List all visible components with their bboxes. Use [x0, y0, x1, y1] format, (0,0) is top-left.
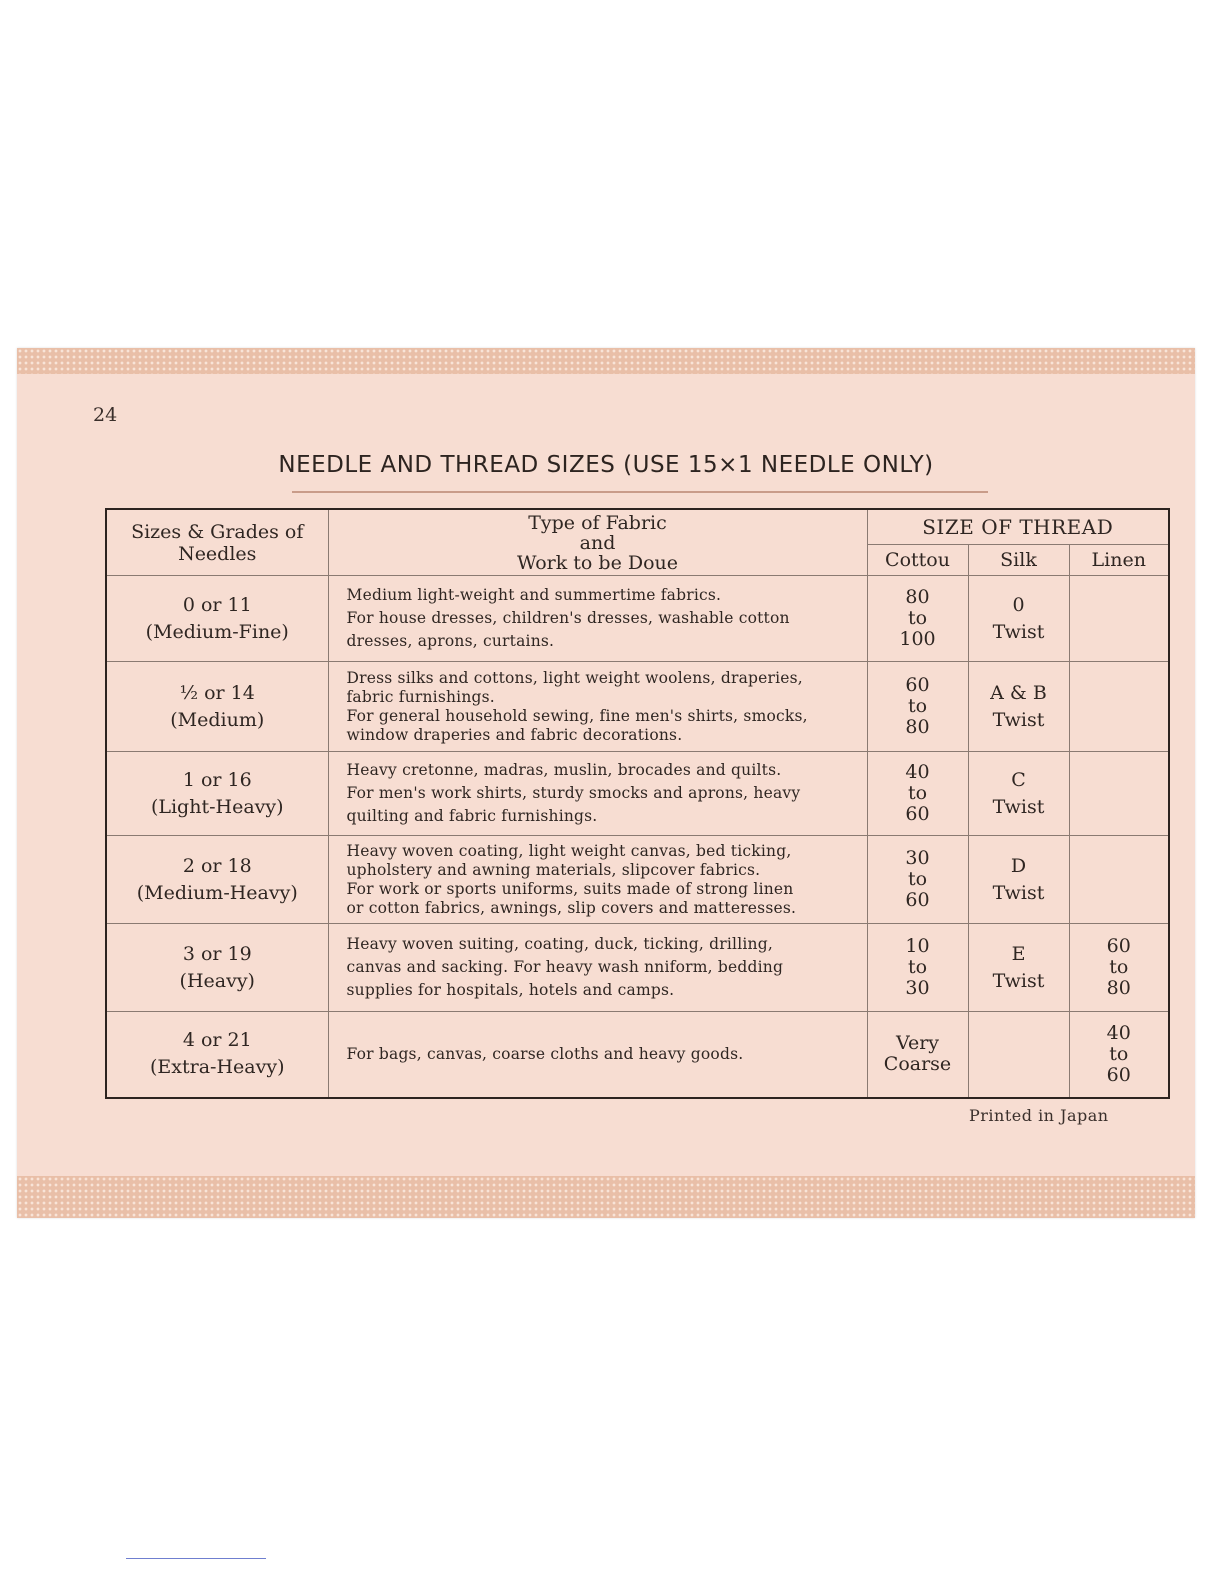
fabric-line: For house dresses, children's dresses, washable cotton: [346, 609, 790, 627]
cotton-value: 30: [905, 977, 930, 999]
needle-cell: [106, 662, 328, 752]
silk-value: Twist: [992, 620, 1045, 643]
cotton-value: Coarse: [883, 1053, 952, 1076]
cotton-value: 100: [899, 628, 936, 650]
cotton-value: to: [907, 956, 928, 978]
silk-value: C: [1011, 768, 1026, 791]
linen-cell: [1069, 836, 1169, 924]
needle-grade: (Extra-Heavy): [150, 1056, 285, 1079]
needle-size: 3 or 19: [182, 942, 252, 965]
silk-value: Twist: [992, 708, 1045, 731]
needle-cell: [106, 752, 328, 836]
fabric-line: Heavy cretonne, madras, muslin, brocades and quilts.: [346, 761, 782, 779]
fabric-cell: [328, 836, 867, 924]
header-needles-line1: Sizes & Grades of: [131, 520, 304, 543]
header-cotton: Cottou: [867, 545, 968, 576]
page-number: 24: [93, 404, 118, 426]
linen-value: 80: [1106, 977, 1131, 999]
needle-grade: (Medium-Heavy): [136, 881, 298, 904]
linen-cell: [1069, 662, 1169, 752]
header-size-of-thread: SIZE OF THREAD: [867, 509, 1169, 545]
cotton-value: 80: [905, 716, 930, 738]
needle-size: 2 or 18: [182, 854, 252, 877]
linen-value: 60: [1106, 1063, 1131, 1086]
fabric-line: window draperies and fabric decorations.: [346, 725, 683, 744]
cotton-value: 40: [905, 761, 930, 783]
fabric-line: For men's work shirts, sturdy smocks and aprons, heavy: [346, 784, 801, 802]
linen-value: to: [1109, 956, 1129, 978]
cotton-value: to: [907, 782, 928, 804]
fabric-line: Dress silks and cottons, light weight woolens, draperies,: [346, 668, 803, 687]
header-silk: Silk: [968, 545, 1069, 576]
table-row: [106, 576, 1169, 662]
cotton-cell: [867, 924, 968, 1012]
silk-value: A & B: [990, 681, 1047, 704]
cotton-value: to: [907, 695, 928, 717]
bottom-dotted-band: [17, 1176, 1195, 1218]
cotton-value: 10: [905, 935, 930, 957]
fabric-cell: [328, 1012, 867, 1098]
needle-cell: [106, 576, 328, 662]
header-row-1: [106, 509, 1169, 545]
header-fabric-line2: and: [579, 531, 616, 554]
fabric-line: For general household sewing, fine men's shirts, smocks,: [346, 706, 808, 725]
header-needles-line2: Needles: [178, 542, 257, 565]
cotton-value: 60: [905, 674, 930, 696]
needle-cell: [106, 836, 328, 924]
cotton-cell: [867, 836, 968, 924]
fabric-line: quilting and fabric furnishings.: [346, 807, 598, 825]
linen-value: to: [1109, 1042, 1129, 1065]
printed-in-japan: Printed in Japan: [969, 1106, 1109, 1125]
table-row: [106, 924, 1169, 1012]
page-title: NEEDLE AND THREAD SIZES (USE 15×1 NEEDLE ONLY): [278, 452, 934, 478]
manual-page: [17, 348, 1195, 1218]
cotton-cell: [867, 576, 968, 662]
fabric-line: For bags, canvas, coarse cloths and heavy goods.: [346, 1044, 744, 1063]
footer-link-line: [126, 1558, 266, 1559]
needle-size: 1 or 16: [182, 768, 252, 791]
fabric-line: Heavy woven coating, light weight canvas, bed ticking,: [346, 841, 792, 860]
linen-value: 60: [1106, 935, 1131, 957]
header-needles: [106, 509, 328, 576]
fabric-line: Medium light-weight and summertime fabrics.: [346, 586, 722, 604]
silk-value: 0: [1012, 593, 1025, 616]
needle-grade: (Heavy): [179, 969, 255, 992]
cotton-value: 80: [905, 586, 930, 608]
linen-cell: [1069, 924, 1169, 1012]
silk-value: D: [1010, 854, 1027, 877]
table-row: [106, 662, 1169, 752]
needle-size: 0 or 11: [182, 593, 252, 616]
needle-cell: [106, 924, 328, 1012]
table-row: [106, 1012, 1169, 1098]
cotton-value: 60: [905, 889, 930, 911]
needle-grade: (Medium-Fine): [145, 620, 289, 643]
cotton-cell: [867, 662, 968, 752]
silk-value: Twist: [992, 881, 1045, 904]
table-row: [106, 752, 1169, 836]
needle-size: 4 or 21: [182, 1029, 252, 1052]
fabric-line: upholstery and awning materials, slipcover fabrics.: [346, 860, 761, 879]
cotton-value: to: [907, 868, 928, 890]
needle-thread-table: [105, 508, 1170, 1099]
fabric-line: supplies for hospitals, hotels and camps.: [346, 981, 675, 999]
needle-grade: (Medium): [170, 708, 265, 731]
header-fabric: [328, 509, 867, 576]
fabric-line: canvas and sacking. For heavy wash nniform, bedding: [346, 958, 784, 976]
cotton-value: Very: [895, 1032, 940, 1055]
cotton-cell: [867, 1012, 968, 1098]
fabric-line: For work or sports uniforms, suits made of strong linen: [346, 879, 794, 898]
silk-cell: [968, 752, 1069, 836]
cotton-cell: [867, 752, 968, 836]
silk-cell: [968, 1012, 1069, 1098]
silk-cell: [968, 662, 1069, 752]
fabric-cell: [328, 662, 867, 752]
fabric-cell: [328, 752, 867, 836]
linen-value: 40: [1106, 1021, 1131, 1044]
needle-size: ½ or 14: [179, 681, 255, 704]
fabric-line: dresses, aprons, curtains.: [346, 632, 555, 650]
header-fabric-line3: Work to be Doue: [516, 551, 679, 574]
table-row: [106, 836, 1169, 924]
needle-cell: [106, 1012, 328, 1098]
fabric-line: fabric furnishings.: [346, 687, 495, 706]
linen-cell: [1069, 576, 1169, 662]
header-linen: Linen: [1069, 545, 1169, 576]
fabric-line: or cotton fabrics, awnings, slip covers and matteresses.: [346, 898, 797, 917]
silk-value: Twist: [992, 969, 1045, 992]
fabric-cell: [328, 576, 867, 662]
silk-cell: [968, 836, 1069, 924]
linen-cell: [1069, 752, 1169, 836]
top-dotted-band: [17, 348, 1195, 374]
silk-cell: [968, 576, 1069, 662]
header-fabric-line1: Type of Fabric: [528, 511, 667, 534]
cotton-value: 60: [905, 803, 930, 825]
cotton-value: to: [907, 607, 928, 629]
silk-cell: [968, 924, 1069, 1012]
needle-grade: (Light-Heavy): [150, 795, 284, 818]
silk-value: E: [1011, 942, 1026, 965]
cotton-value: 30: [905, 847, 930, 869]
silk-value: Twist: [992, 795, 1045, 818]
title-underline: [292, 491, 988, 493]
table-body: [106, 576, 1169, 1098]
linen-cell: [1069, 1012, 1169, 1098]
fabric-cell: [328, 924, 867, 1012]
fabric-line: Heavy woven suiting, coating, duck, ticking, drilling,: [346, 935, 773, 953]
